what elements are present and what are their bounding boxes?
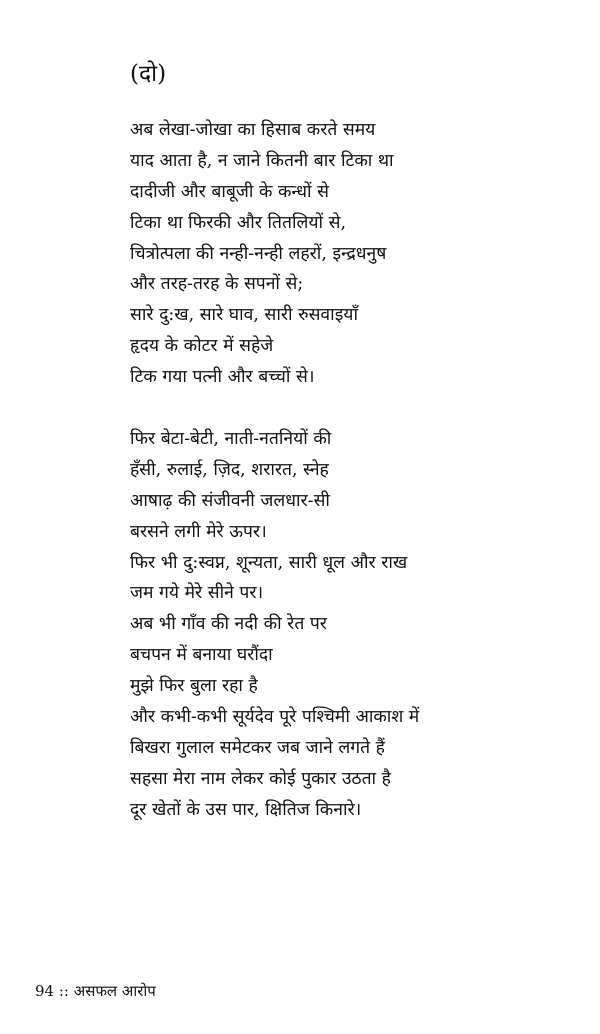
stanza-2 bbox=[130, 424, 419, 826]
footer-separator: :: bbox=[58, 982, 69, 1000]
book-title: असफल आरोप bbox=[73, 982, 156, 1000]
poem-line: सहसा मेरा नाम लेकर कोई पुकार उठता है bbox=[130, 768, 391, 789]
poem-line: आषाढ़ की संजीवनी जलधार-सी bbox=[130, 490, 330, 511]
poem-line: अब भी गाँव की नदी की रेत पर bbox=[130, 614, 327, 635]
poem-line: चित्रोत्पला की नन्ही-नन्ही लहरों, इन्द्रधनुष bbox=[130, 243, 387, 264]
poem-line: याद आता है, न जाने कितनी बार टिका था bbox=[130, 150, 394, 171]
poem-line: दादीजी और बाबूजी के कन्धों से bbox=[130, 181, 329, 202]
poem-line: दूर खेतों के उस पार, क्षितिज किनारे। bbox=[130, 799, 362, 820]
poem-line: फिर भी दु:स्वप्न, शून्यता, सारी धूल और राख bbox=[130, 552, 408, 573]
section-title: (दो) bbox=[130, 61, 167, 87]
poem-line: जम गये मेरे सीने पर। bbox=[130, 583, 264, 604]
poem-line: मुझे फिर बुला रहा है bbox=[130, 676, 258, 697]
poem-line: हँसी, रुलाई, ज़िद, शरारत, स्नेह bbox=[130, 459, 329, 480]
poem-line: अब लेखा-जोखा का हिसाब करते समय bbox=[130, 120, 376, 140]
page-footer bbox=[35, 980, 156, 1002]
poem-line: बिखरा गुलाल समेटकर जब जाने लगते हैं bbox=[130, 737, 385, 758]
poem-line: और कभी-कभी सूर्यदेव पूरे पश्चिमी आकाश में bbox=[130, 707, 420, 728]
poem-line: टिका था फिरकी और तितलियों से, bbox=[130, 212, 347, 233]
page-number: 94 bbox=[35, 982, 55, 1000]
poem-line: बचपन में बनाया घरौंदा bbox=[130, 645, 273, 666]
poem-line: सारे दु:ख, सारे घाव, सारी रुसवाइयाँ bbox=[130, 305, 358, 326]
poem-line: फिर बेटा-बेटी, नाती-नतनियों की bbox=[130, 429, 332, 449]
stanza-1 bbox=[130, 115, 394, 393]
poem-line: हृदय के कोटर में सहेजे bbox=[130, 336, 274, 357]
poem-line: और तरह-तरह के सपनों से; bbox=[130, 274, 304, 295]
poem-line: टिक गया पत्नी और बच्चों से। bbox=[130, 367, 315, 388]
poem-line: बरसने लगी मेरे ऊपर। bbox=[130, 521, 267, 542]
